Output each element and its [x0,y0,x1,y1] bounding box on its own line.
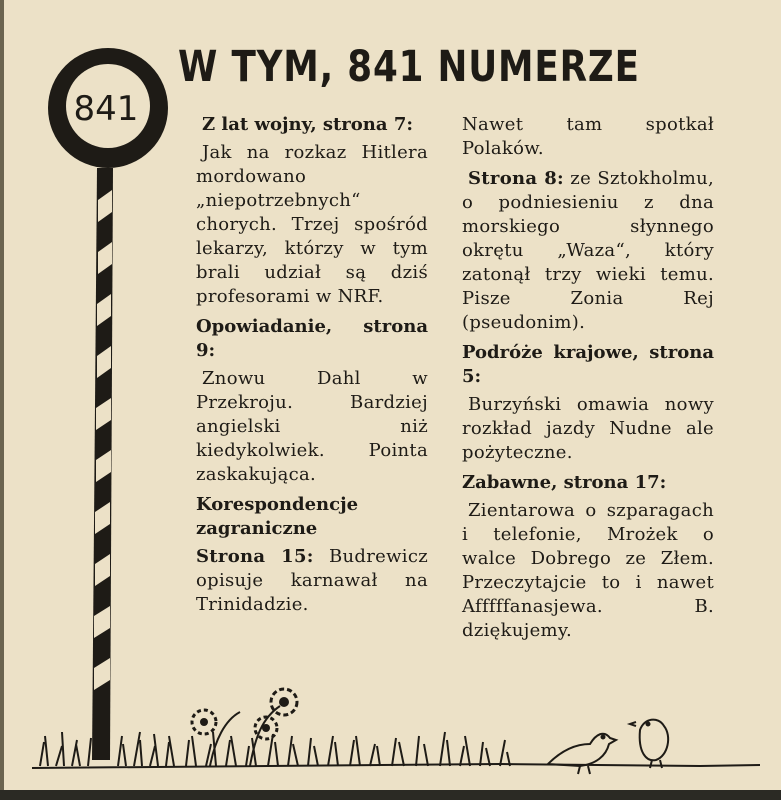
headline: W TYM, 841 NUMERZE [178,42,640,92]
bird-right [630,720,668,768]
section-text-travel: Burzyński omawia nowy rozkład jazdy Nudne ale pożyteczne. [462,394,714,463]
section-heading-correspondence: Korespondencje zagraniczne [196,494,359,539]
road-sign [48,48,168,168]
left-column [196,113,428,623]
section-text-war: Jak na rozkaz Hitlera mordowano „niepotrzebnych“ chorych. Trzej spośród lekarzy, którzy w tym brali udział są dziś profesorami w NRF. [196,142,428,307]
section-heading-fun: Zabawne, strona 17: [462,472,667,493]
section-text-story: Znowu Dahl w Przekroju. Bardziej angielski niż kiedykolwiek. Pointa zaskakująca. [196,368,428,485]
section-heading-travel: Podróże krajowe, strona 5: [462,342,714,387]
bottom-edge [0,790,781,800]
section-body-stockholm: ze Sztokholmu, o podniesieniu z dna morskiego słynnego okrętu „Waza“, który zatonął trzy wieki temu. Pisze Zonia Rej (pseudonim). [462,168,714,333]
section-body-correspondence: Budrewicz opisuje karnawał na Trinidadzie. [196,546,428,615]
section-text-fun: Zientarowa o szparagach i telefonie, Mrożek o walce Dobrego ze Złem. Przeczytajcie to i nawet Afffffanasjewa. B. dziękujemy. [462,500,714,641]
bird-left [548,734,616,774]
section-heading-story: Opowiadanie, strona 9: [196,316,428,361]
sign-number: 841 [73,89,139,129]
section-lead-correspondence: Strona 15: [196,546,314,567]
section-text-stockholm [462,167,714,335]
section-lead-stockholm: Strona 8: [468,168,564,189]
section-heading-war: Z lat wojny, strona 7: [202,114,413,135]
right-column [462,113,714,649]
section-text-correspondence [196,545,428,617]
continuation-text: Nawet tam spotkał Polaków. [462,114,714,159]
sign-post [92,168,113,760]
